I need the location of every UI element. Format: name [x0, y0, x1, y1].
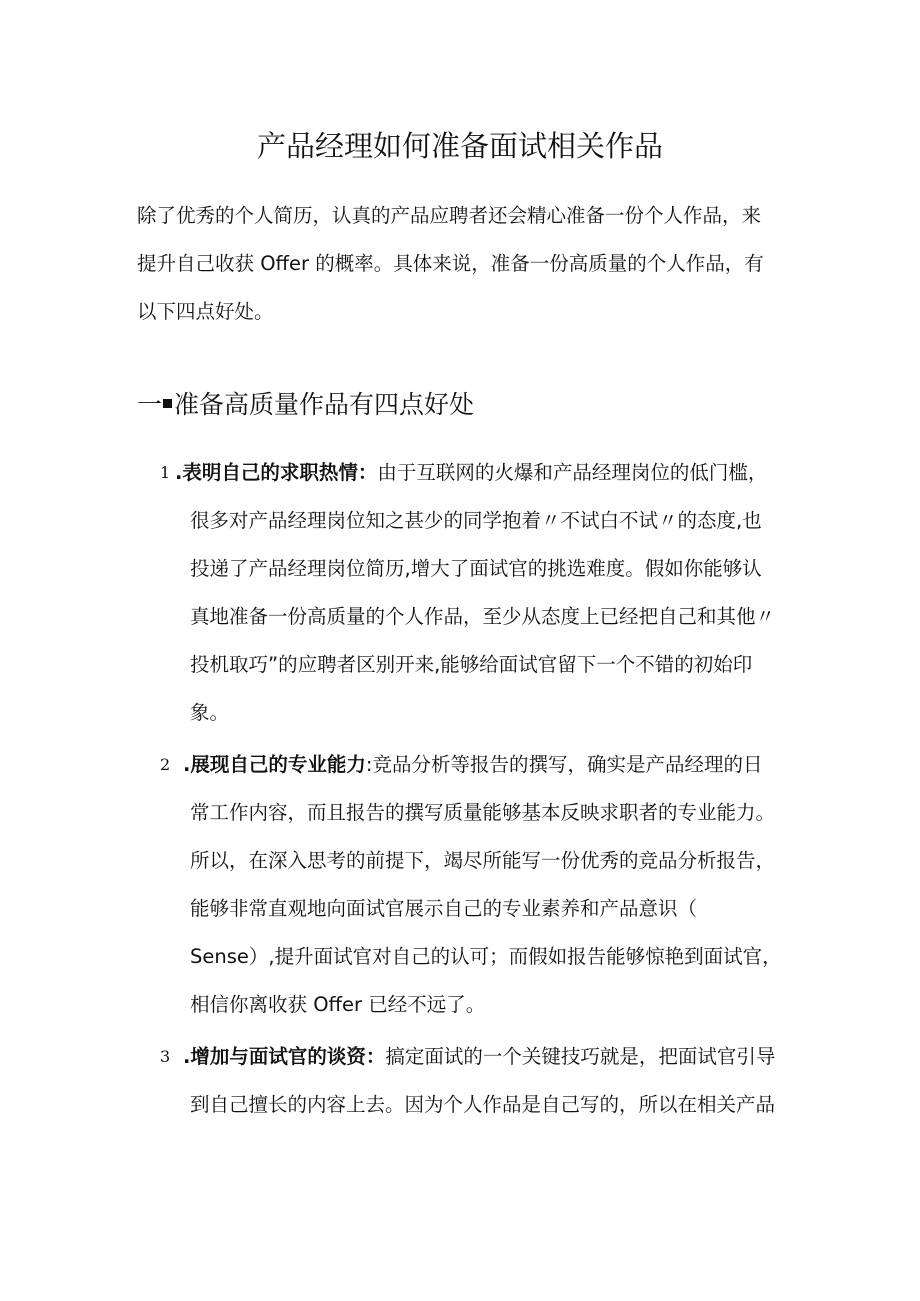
- document-title: 产品经理如何准备面试相关作品: [256, 129, 663, 163]
- item-label: .表明自己的求职热情：: [175, 461, 378, 484]
- item-body: [183, 741, 803, 789]
- item-line: 所以，在深入思考的前提下，竭尽所能写一份优秀的竞品分析报告，: [190, 849, 776, 872]
- item-body: [175, 449, 795, 497]
- item-body-continued: [190, 1081, 810, 1129]
- item-body-continued: [190, 497, 810, 737]
- item-text: :竞品分析等报告的撰写，确实是产品经理的日: [365, 753, 763, 776]
- item-first-line: [183, 741, 803, 789]
- intro-paragraph: [137, 192, 797, 336]
- item-number: 3: [160, 1047, 171, 1066]
- item-first-line: [183, 1033, 803, 1081]
- item-line: 到自己擅长的内容上去。因为个人作品是自己写的，所以在相关产品: [190, 1093, 776, 1116]
- item-line: 能够非常直观地向面试官展示自己的专业素养和产品意识（: [190, 897, 698, 920]
- item-line: 很多对产品经理岗位知之甚少的同学抱着〃不试白不试〃的态度,也: [190, 509, 762, 532]
- item-line: Sense）,提升面试官对自己的认可；而假如报告能够惊艳到面试官，: [190, 945, 782, 968]
- intro-line: 以下四点好处。: [137, 300, 274, 323]
- item-line: 常工作内容，而且报告的撰写质量能够基本反映求职者的专业能力。: [190, 801, 776, 824]
- intro-line: 提升自己收获 Offer 的概率。具体来说，准备一份高质量的个人作品，有: [137, 252, 764, 275]
- item-line: 真地准备一份高质量的个人作品，至少从态度上已经把自己和其他〃: [190, 605, 776, 628]
- section-prefix: 一: [137, 390, 163, 419]
- item-number: 2: [160, 755, 171, 774]
- item-label: .展现自己的专业能力: [183, 753, 366, 776]
- intro-line: 除了优秀的个人简历，认真的产品应聘者还会精心准备一份个人作品，来: [137, 204, 762, 227]
- item-line: 投机取巧”的应聘者区别开来,能够给面试官留下一个不错的初始印: [190, 653, 753, 676]
- item-text: 搞定面试的一个关键技巧就是，把面试官引导: [385, 1045, 776, 1068]
- section-heading: [137, 385, 474, 425]
- section-title: 准备高质量作品有四点好处: [174, 390, 475, 419]
- item-line: 相信你离收获 Offer 已经不远了。: [190, 993, 486, 1016]
- item-body: [183, 1033, 803, 1081]
- item-label: .增加与面试官的谈资：: [183, 1045, 386, 1068]
- item-body-continued: [190, 789, 810, 1029]
- square-bullet-icon: [163, 399, 172, 408]
- item-line: 投递了产品经理岗位简历,增大了面试官的挑选难度。假如你能够认: [190, 557, 762, 580]
- item-text: 由于互联网的火爆和产品经理岗位的低门槛，: [377, 461, 768, 484]
- item-line: 象。: [190, 701, 230, 724]
- item-number: 1: [160, 463, 171, 482]
- item-first-line: [175, 449, 795, 497]
